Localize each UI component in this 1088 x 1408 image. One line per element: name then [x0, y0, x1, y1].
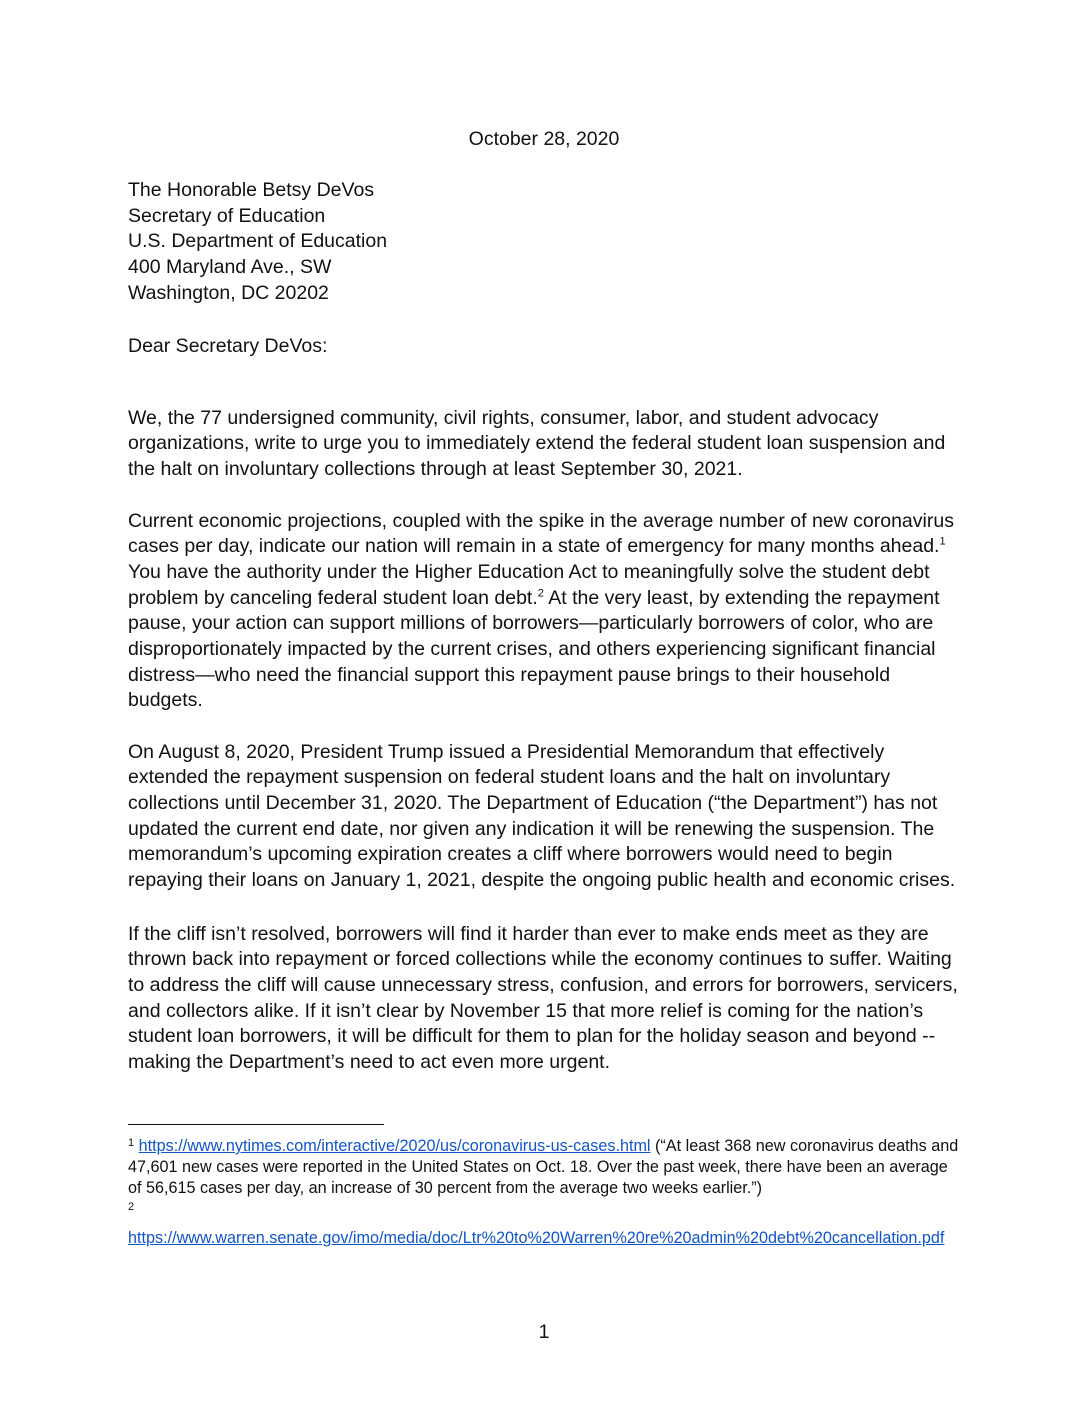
paragraph-text: Current economic projections, coupled with the spike in the average number of new coronavirus cases per day, indicate our nation will remain in a state of emergency for many months ahead. — [128, 509, 954, 558]
paragraph-text: At the very least, by extending the repayment pause, your action can support millions of borrowers—particularly borrowers of color, who are disproportionately impacted by the current crises, and others experiencing significant financial distress—who need the financial support this repayment pause brings to their household budgets. — [128, 586, 940, 712]
footnote-1-link[interactable]: https://www.nytimes.com/interactive/2020/us/coronavirus-us-cases.html — [138, 1137, 651, 1155]
recipient-title: Secretary of Education — [128, 204, 326, 227]
footnote-1-text: (“At least 368 new coronavirus deaths and 47,601 new cases were reported in the United States on Oct. 18. Over the past week, there have been an average of 56,615 cases per day, an increase of 30 percent from the average two weeks earlier.”) — [128, 1137, 959, 1198]
footnote-ref-1[interactable]: 1 — [939, 535, 946, 548]
footnote-2 — [128, 1200, 964, 1249]
footnotes — [128, 1136, 964, 1249]
salutation: Dear Secretary DeVos: — [128, 335, 328, 357]
recipient-city: Washington, DC 20202 — [128, 281, 329, 304]
paragraph-economic-projections — [128, 509, 968, 715]
page-number: 1 — [538, 1321, 550, 1343]
paragraph-cliff: If the cliff isn’t resolved, borrowers will find it harder than ever to make ends meet as they are thrown back into repayment or forced collections while the economy continues to suffer. Waiting to address the cliff will cause unnecessary stress, confusion, and errors for borrowers, servicers, and collectors alike. If it isn’t clear by November 15 that more relief is coming for the nation’s student loan borrowers, it will be difficult for them to plan for the holiday season and beyond -- making the Department’s need to act even more urgent. — [128, 922, 958, 1074]
recipient-street: 400 Maryland Ave., SW — [128, 256, 332, 279]
footnote-1 — [128, 1136, 964, 1200]
paragraph-intro: We, the 77 undersigned community, civil rights, consumer, labor, and student advocacy organizations, write to urge you to immediately extend the federal student loan suspension and the halt on involuntary collections through at least September 30, 2021. — [128, 406, 946, 480]
footnote-1-mark: 1 — [128, 1137, 135, 1149]
footnote-ref-2[interactable]: 2 — [537, 587, 544, 600]
recipient-name: The Honorable Betsy DeVos — [128, 179, 375, 201]
letter-date: October 28, 2020 — [468, 128, 620, 150]
footnote-2-link[interactable]: https://www.warren.senate.gov/imo/media/doc/Ltr%20to%20Warren%20re%20admin%20debt%20cancellation.pdf — [128, 1228, 945, 1247]
footnote-2-mark: 2 — [128, 1200, 135, 1213]
recipient-department: U.S. Department of Education — [128, 230, 388, 253]
recipient-address — [128, 178, 968, 307]
paragraph-text: You have the authority under the Higher Education Act to meaningfully solve the student debt problem by canceling federal student loan debt. — [128, 560, 930, 609]
paragraph-presidential-memorandum: On August 8, 2020, President Trump issued a Presidential Memorandum that effectively extended the repayment suspension on federal student loans and the halt on involuntary collections until December 31, 2020. The Department of Education (“the Department”) has not updated the current end date, nor given any indication it will be renewing the suspension. The memorandum’s upcoming expiration creates a cliff where borrowers would need to begin repaying their loans on January 1, 2021, despite the ongoing public health and economic crises. — [128, 740, 956, 892]
footnote-divider — [128, 1124, 384, 1125]
